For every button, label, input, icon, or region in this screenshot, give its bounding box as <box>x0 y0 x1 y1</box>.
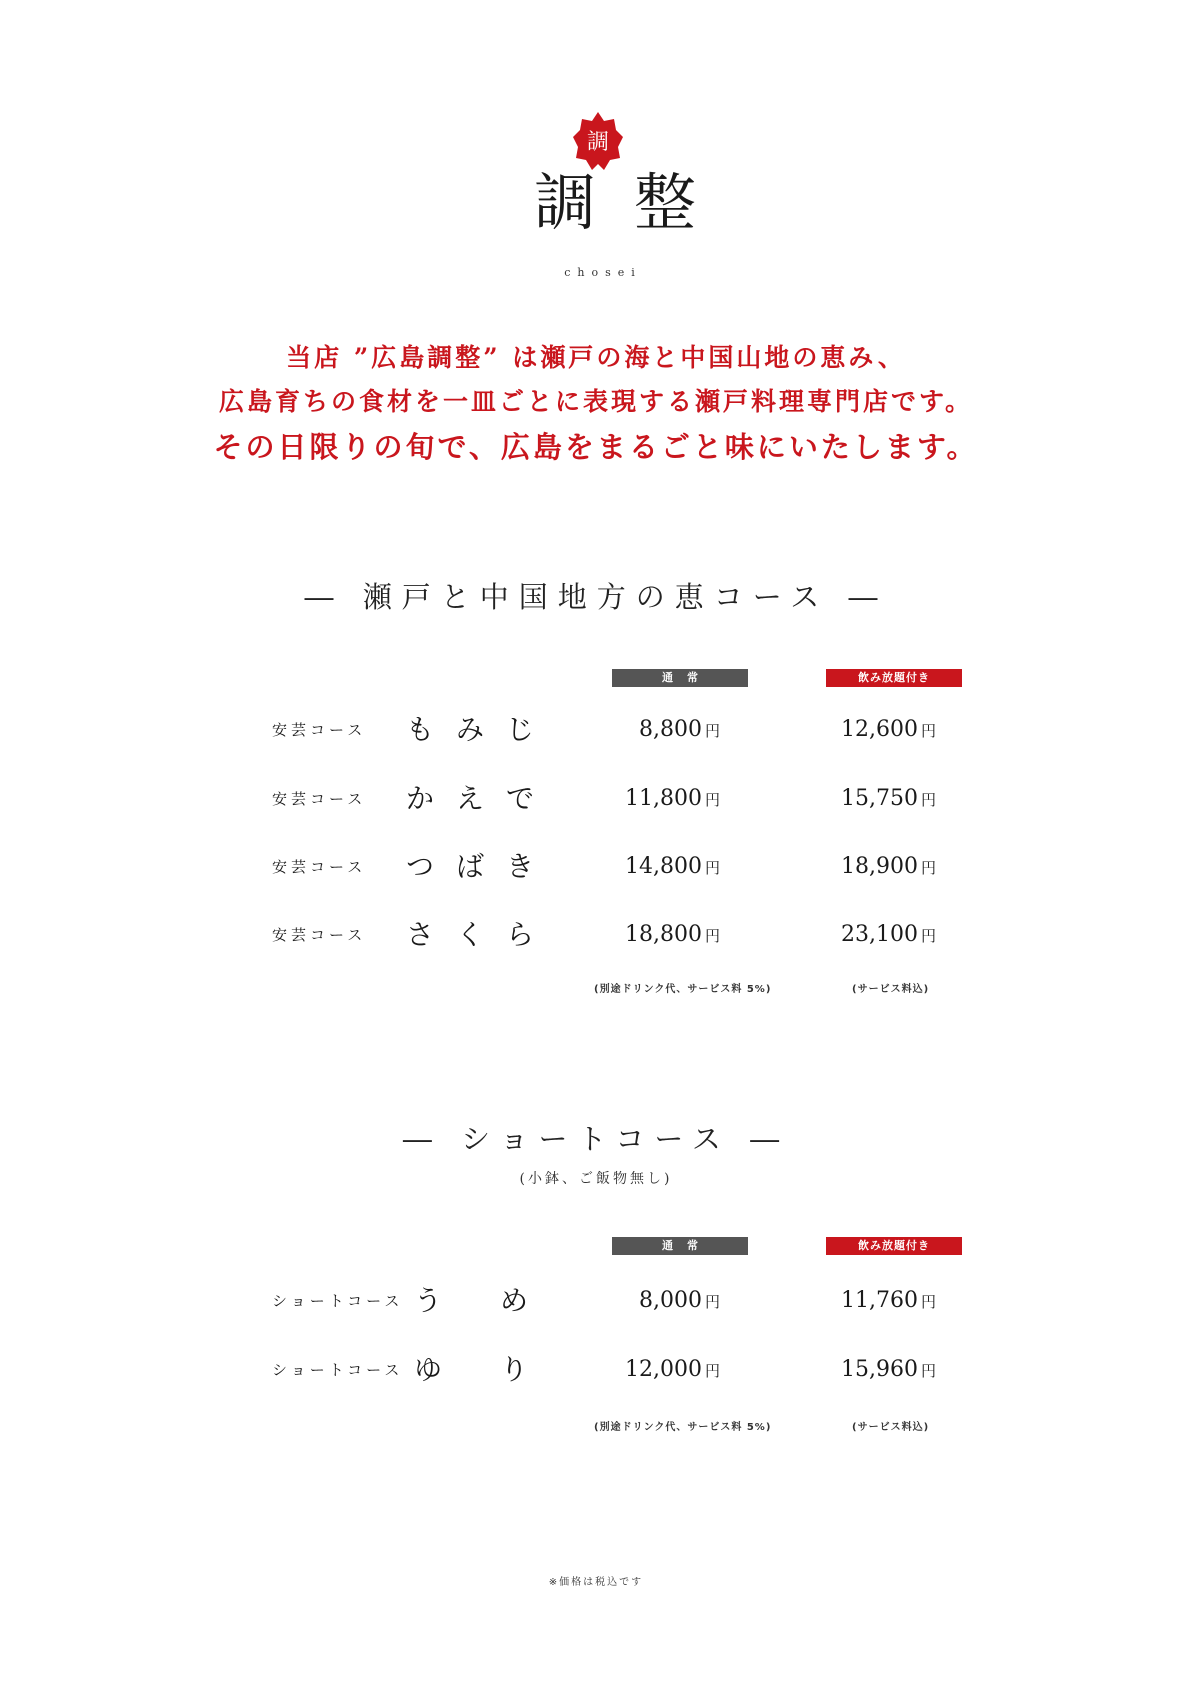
course-row <box>0 915 1192 955</box>
course-prefix: 安芸コース <box>272 721 367 739</box>
logo-seal-icon <box>573 112 623 170</box>
logo-title: 調整 <box>533 166 734 239</box>
price-regular: 14,800 円 <box>625 854 720 879</box>
course-section-title: ― 瀬戸と中国地方の恵コース ― <box>304 580 888 614</box>
price-drink: 15,960 円 <box>841 1357 936 1382</box>
course-prefix: 安芸コース <box>272 790 367 808</box>
note-drink: (サービス料込) <box>852 984 930 995</box>
course-name: か え で <box>406 782 534 815</box>
price-regular: 8,000 円 <box>639 1288 720 1313</box>
badge-regular: 通常 <box>612 1237 748 1255</box>
note-regular: (別途ドリンク代、サービス料 5%) <box>594 984 772 995</box>
intro-line-2: 広島育ちの食材を一皿ごとに表現する瀬戸料理専門店です。 <box>218 387 973 416</box>
course-name: う め <box>414 1284 528 1317</box>
intro-line-1: 当店 ”広島調整” は瀬戸の海と中国山地の恵み、 <box>286 343 906 372</box>
logo-seal-text: 調 <box>586 130 610 155</box>
course-prefix: ショートコース <box>272 1361 404 1379</box>
price-regular: 8,800 円 <box>639 717 720 742</box>
price-drink: 11,760 円 <box>841 1288 936 1313</box>
price-regular: 18,800 円 <box>625 922 720 947</box>
badge-drink: 飲み放題付き <box>826 669 962 687</box>
course-name: さ く ら <box>406 918 534 951</box>
intro-line-3: その日限りの旬で、広島をまるごと味にいたします。 <box>213 430 979 464</box>
course-row <box>0 779 1192 819</box>
course-row <box>0 1350 1192 1390</box>
course-prefix: 安芸コース <box>272 858 367 876</box>
badge-regular: 通常 <box>612 669 748 687</box>
course-row <box>0 847 1192 887</box>
tax-footnote: ※価格は税込です <box>548 1577 644 1588</box>
course-row <box>0 1281 1192 1321</box>
course-prefix: 安芸コース <box>272 926 367 944</box>
price-drink: 15,750 円 <box>841 786 936 811</box>
note-drink: (サービス料込) <box>852 1422 930 1433</box>
price-regular: 12,000 円 <box>625 1357 720 1382</box>
price-drink: 12,600 円 <box>841 717 936 742</box>
logo-romaji: chosei <box>564 266 642 279</box>
course-name: も み じ <box>406 713 534 746</box>
price-regular: 11,800 円 <box>625 786 720 811</box>
short-section-subtitle: (小鉢、ご飯物無し) <box>519 1171 673 1187</box>
course-name: ゆ り <box>414 1353 528 1386</box>
price-drink: 18,900 円 <box>841 854 936 879</box>
logo-seal <box>573 112 623 170</box>
course-prefix: ショートコース <box>272 1292 404 1310</box>
course-row <box>0 710 1192 750</box>
badge-drink: 飲み放題付き <box>826 1237 962 1255</box>
course-name: つ ば き <box>406 850 534 883</box>
price-drink: 23,100 円 <box>841 922 936 947</box>
short-section-title: ― ショートコース ― <box>402 1122 790 1156</box>
note-regular: (別途ドリンク代、サービス料 5%) <box>594 1422 772 1433</box>
